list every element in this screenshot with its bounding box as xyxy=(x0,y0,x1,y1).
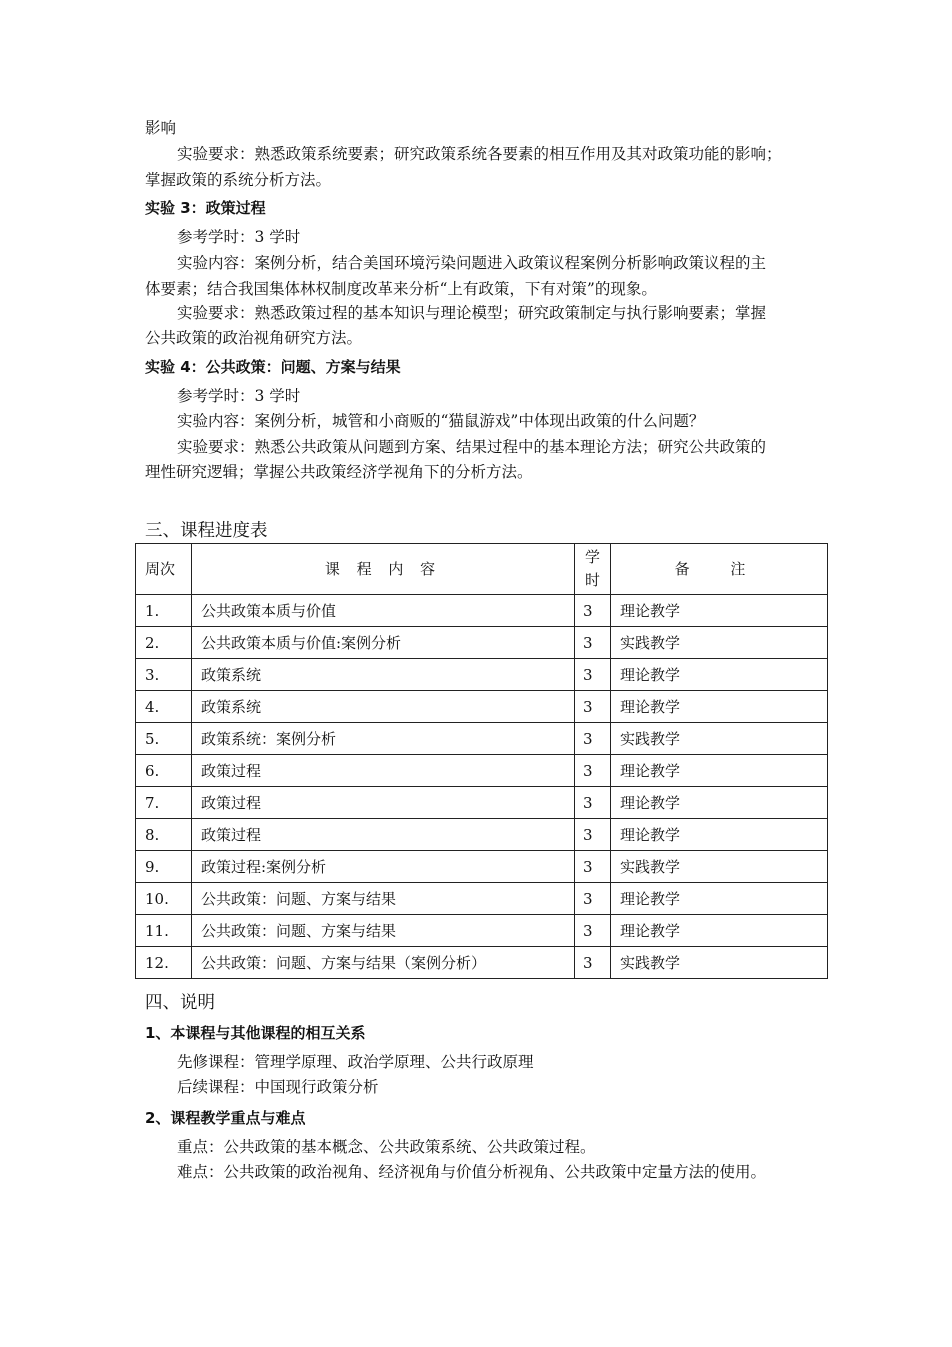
experiment-3-requirement-cont: 公共政策的政治视角研究方法。 xyxy=(145,329,363,347)
table-row xyxy=(136,915,828,947)
cell-content: 政策系统 xyxy=(192,691,575,723)
cell-note: 理论教学 xyxy=(611,915,828,947)
table-row xyxy=(136,819,828,851)
table-row xyxy=(136,947,828,979)
cell-note: 实践教学 xyxy=(611,627,828,659)
cell-hours: 3 xyxy=(575,787,611,819)
cell-hours: 3 xyxy=(575,723,611,755)
text-line: 影响 xyxy=(145,119,177,137)
cell-week: 9. xyxy=(136,851,192,883)
table-row xyxy=(136,755,828,787)
cell-note: 理论教学 xyxy=(611,755,828,787)
cell-content: 政策过程:案例分析 xyxy=(192,851,575,883)
experiment-3-requirement: 实验要求：熟悉政策过程的基本知识与理论模型；研究政策制定与执行影响要素；掌握 xyxy=(177,304,767,322)
cell-hours: 3 xyxy=(575,851,611,883)
experiment-4-requirement-cont: 理性研究逻辑；掌握公共政策经济学视角下的分析方法。 xyxy=(145,463,533,481)
experiment-4-requirement: 实验要求：熟悉公共政策从问题到方案、结果过程中的基本理论方法；研究公共政策的 xyxy=(177,438,767,456)
cell-hours: 3 xyxy=(575,595,611,627)
cell-content: 公共政策：问题、方案与结果（案例分析） xyxy=(192,947,575,979)
cell-content: 公共政策本质与价值:案例分析 xyxy=(192,627,575,659)
followup-courses: 后续课程：中国现行政策分析 xyxy=(177,1078,379,1096)
cell-hours: 3 xyxy=(575,915,611,947)
course-schedule-table xyxy=(135,543,828,979)
cell-content: 公共政策：问题、方案与结果 xyxy=(192,883,575,915)
cell-week: 12. xyxy=(136,947,192,979)
cell-week: 3. xyxy=(136,659,192,691)
cell-content: 政策过程 xyxy=(192,755,575,787)
table-header-row xyxy=(136,544,828,595)
cell-hours: 3 xyxy=(575,947,611,979)
table-row xyxy=(136,595,828,627)
cell-note: 实践教学 xyxy=(611,723,828,755)
cell-note: 实践教学 xyxy=(611,851,828,883)
cell-note: 理论教学 xyxy=(611,787,828,819)
cell-note: 实践教学 xyxy=(611,947,828,979)
experiment-4-title: 实验 4：公共政策：问题、方案与结果 xyxy=(145,358,401,376)
cell-content: 政策过程 xyxy=(192,819,575,851)
cell-week: 8. xyxy=(136,819,192,851)
cell-week: 1. xyxy=(136,595,192,627)
cell-hours: 3 xyxy=(575,659,611,691)
cell-content: 政策过程 xyxy=(192,787,575,819)
table-row xyxy=(136,883,828,915)
cell-note: 理论教学 xyxy=(611,595,828,627)
table-row xyxy=(136,787,828,819)
cell-hours: 3 xyxy=(575,755,611,787)
cell-content: 政策系统 xyxy=(192,659,575,691)
cell-content: 政策系统：案例分析 xyxy=(192,723,575,755)
experiment-3-content: 实验内容：案例分析，结合美国环境污染问题进入政策议程案例分析影响政策议程的主 xyxy=(177,254,767,272)
table-row xyxy=(136,723,828,755)
experiment-requirement: 实验要求：熟悉政策系统要素；研究政策系统各要素的相互作用及其对政策功能的影响； xyxy=(177,145,782,163)
header-note: 备 注 xyxy=(611,544,828,595)
cell-week: 4. xyxy=(136,691,192,723)
cell-note: 理论教学 xyxy=(611,883,828,915)
cell-week: 6. xyxy=(136,755,192,787)
cell-week: 10. xyxy=(136,883,192,915)
experiment-3-hours: 参考学时：3 学时 xyxy=(177,228,301,246)
header-hours-line2: 时 xyxy=(584,571,600,589)
header-hours xyxy=(575,544,611,595)
section-4-heading: 四、说明 xyxy=(145,993,215,1013)
subsection-2-title: 2、课程教学重点与难点 xyxy=(145,1109,306,1127)
text-line: 掌握政策的系统分析方法。 xyxy=(145,171,332,189)
key-points: 重点：公共政策的基本概念、公共政策系统、公共政策过程。 xyxy=(177,1138,596,1156)
cell-hours: 3 xyxy=(575,691,611,723)
experiment-3-title: 实验 3：政策过程 xyxy=(145,199,266,217)
cell-hours: 3 xyxy=(575,627,611,659)
table-row xyxy=(136,691,828,723)
header-week: 周次 xyxy=(136,544,192,595)
cell-content: 公共政策本质与价值 xyxy=(192,595,575,627)
experiment-4-content: 实验内容：案例分析，城管和小商贩的“猫鼠游戏”中体现出政策的什么问题？ xyxy=(177,412,705,430)
cell-hours: 3 xyxy=(575,819,611,851)
header-content: 课 程 内 容 xyxy=(192,544,575,595)
cell-week: 7. xyxy=(136,787,192,819)
table-row xyxy=(136,851,828,883)
subsection-1-title: 1、本课程与其他课程的相互关系 xyxy=(145,1024,366,1042)
header-hours-line1: 学 xyxy=(584,548,600,566)
cell-content: 公共政策：问题、方案与结果 xyxy=(192,915,575,947)
cell-hours: 3 xyxy=(575,883,611,915)
cell-note: 理论教学 xyxy=(611,659,828,691)
cell-note: 理论教学 xyxy=(611,691,828,723)
table-row xyxy=(136,627,828,659)
experiment-4-hours: 参考学时：3 学时 xyxy=(177,387,301,405)
experiment-3-content-cont: 体要素；结合我国集体林权制度改革来分析“上有政策，下有对策”的现象。 xyxy=(145,280,657,298)
table-row xyxy=(136,659,828,691)
cell-week: 5. xyxy=(136,723,192,755)
cell-week: 11. xyxy=(136,915,192,947)
section-3-heading: 三、课程进度表 xyxy=(145,521,268,541)
cell-week: 2. xyxy=(136,627,192,659)
difficult-points: 难点：公共政策的政治视角、经济视角与价值分析视角、公共政策中定量方法的使用。 xyxy=(177,1163,767,1181)
prerequisite-courses: 先修课程：管理学原理、政治学原理、公共行政原理 xyxy=(177,1053,534,1071)
cell-note: 理论教学 xyxy=(611,819,828,851)
